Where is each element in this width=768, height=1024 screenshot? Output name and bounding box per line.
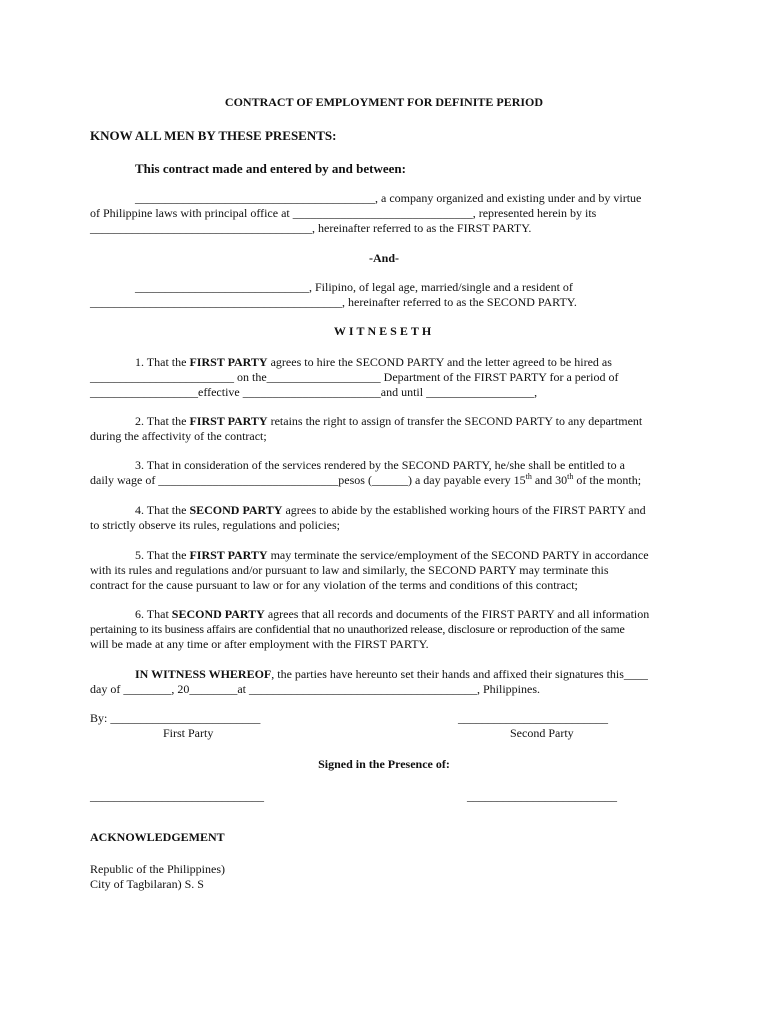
witness-line-1: , the parties have hereunto set their hands and affixed their signatures this____	[271, 667, 648, 681]
clause-6-text: agrees that all records and documents of the FIRST PARTY and all information	[264, 607, 650, 621]
second-party-signature-line: _________________________	[458, 711, 608, 725]
witness-line-2: day of ________, 20________at ______________________________________, Philippines.	[90, 682, 540, 696]
clause-1-line-3: __________________effective _______________________and until __________________,	[90, 385, 538, 399]
know-all-heading: KNOW ALL MEN BY THESE PRESENTS:	[90, 128, 337, 143]
clause-4-text: agrees to abide by the established working hours of the FIRST PARTY and	[282, 503, 646, 517]
clause-6-party: SECOND PARTY	[171, 607, 265, 621]
clause-3	[90, 458, 678, 488]
witness-whereof: IN WITNESS WHEREOF	[135, 667, 272, 681]
witness-line-left: _____________________________	[90, 789, 264, 803]
clause-3-sup-1: th	[525, 472, 532, 481]
second-party-line-2: __________________________________________, hereinafter referred to as the SECOND PARTY.	[90, 295, 577, 309]
and-separator: -And-	[368, 251, 399, 265]
clause-2-line-2: during the affectivity of the contract;	[90, 429, 267, 443]
clause-1	[90, 355, 678, 400]
second-party-paragraph	[90, 280, 678, 310]
witness-line-right: _________________________	[467, 789, 617, 803]
clause-2-prefix: 2. That the	[135, 414, 190, 428]
clause-3-line-2a: daily wage of ______________________________pesos (______) a day payable every 15	[90, 473, 526, 487]
clause-1-line-2: ________________________ on the___________________ Department of the FIRST PARTY for a period of	[90, 370, 619, 384]
witness-paragraph	[90, 667, 678, 697]
clause-5-line-3: contract for the cause pursuant to law or for any violation of the terms and conditions of this contract;	[90, 578, 578, 592]
clause-3-line-2c: of the month;	[573, 473, 642, 487]
clause-6-line-3: will be made at any time or after employment with the FIRST PARTY.	[90, 637, 429, 651]
venue-line-2: City of Tagbilaran) S. S	[90, 877, 204, 891]
clause-5-line-2: with its rules and regulations and/or pursuant to law and similarly, the SECOND PARTY may terminate this	[90, 563, 609, 577]
document-title: CONTRACT OF EMPLOYMENT FOR DEFINITE PERIOD	[224, 95, 544, 109]
clause-2-text: retains the right to assign of transfer the SECOND PARTY to any department	[267, 414, 643, 428]
second-party-line-1: _____________________________, Filipino, of legal age, married/single and a resident of	[135, 280, 573, 294]
clause-4-line-2: to strictly observe its rules, regulations and policies;	[90, 518, 340, 532]
clause-3-sup-2: th	[567, 472, 574, 481]
clause-6	[90, 607, 678, 652]
clause-3-line-2b: and 30	[531, 473, 568, 487]
clause-4-party: SECOND PARTY	[189, 503, 283, 517]
clause-1-text: agrees to hire the SECOND PARTY and the letter agreed to be hired as	[267, 355, 612, 369]
first-party-line-2: of Philippine laws with principal office at ______________________________, represented herein by its	[90, 206, 597, 220]
clause-5-text: may terminate the service/employment of the SECOND PARTY in accordance	[267, 548, 649, 562]
first-party-line-1: ________________________________________, a company organized and existing under and by virtue	[135, 191, 642, 205]
first-party-signature-line: By: _________________________	[90, 711, 261, 725]
clause-2	[90, 414, 678, 444]
signed-presence-heading: Signed in the Presence of:	[318, 757, 450, 771]
venue-line-1: Republic of the Philippines)	[90, 862, 225, 876]
first-party-label: First Party	[163, 726, 214, 740]
clause-5	[90, 548, 678, 593]
intro-line: This contract made and entered by and between:	[135, 161, 406, 176]
clause-6-line-2: pertaining to its business affairs are confidential that no unauthorized release, disclosure or reproduction of the same	[90, 622, 625, 636]
clause-5-prefix: 5. That the	[135, 548, 190, 562]
clause-5-party: FIRST PARTY	[189, 548, 268, 562]
clause-6-prefix: 6. That	[135, 607, 172, 621]
clause-2-party: FIRST PARTY	[189, 414, 268, 428]
witnesseth-heading: WITNESETH	[333, 324, 435, 338]
second-party-label: Second Party	[510, 726, 574, 740]
clause-4	[90, 503, 678, 533]
acknowledgement-heading: ACKNOWLEDGEMENT	[90, 830, 225, 844]
first-party-line-3: _____________________________________, hereinafter referred to as the FIRST PARTY.	[90, 221, 532, 235]
first-party-paragraph	[90, 191, 678, 236]
clause-3-line-1: 3. That in consideration of the services rendered by the SECOND PARTY, he/she shall be entitled to a	[135, 458, 625, 472]
clause-4-prefix: 4. That the	[135, 503, 190, 517]
venue-block	[90, 862, 225, 892]
clause-1-prefix: 1. That the	[135, 355, 190, 369]
clause-1-party: FIRST PARTY	[189, 355, 268, 369]
